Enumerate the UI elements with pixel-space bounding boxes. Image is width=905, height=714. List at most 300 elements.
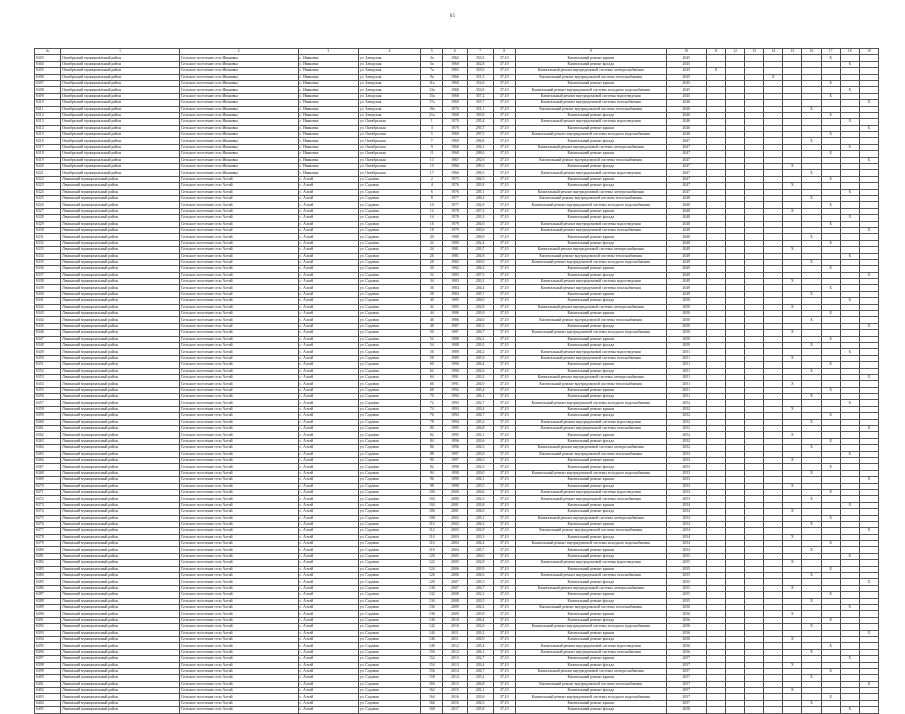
mark-cell: X xyxy=(840,119,859,125)
municipality-cell: Сельское поселение село Ивановка xyxy=(179,170,298,176)
mark-cell: X xyxy=(783,330,802,336)
district-cell: Октябрьский муниципальный район xyxy=(61,119,180,125)
locality-cell: с. Алтай xyxy=(298,489,358,495)
locality-cell: с. Алтай xyxy=(298,624,358,630)
due-year-cell: 2049 xyxy=(666,259,706,265)
street-cell: ул. Садовая xyxy=(358,247,420,253)
street-cell: ул. Садовая xyxy=(358,349,420,355)
district-cell: Ленинский муниципальный район xyxy=(61,374,180,380)
rate-cell: 37,10 xyxy=(493,279,515,285)
mark-cell: X xyxy=(859,681,878,687)
district-cell: Ленинский муниципальный район xyxy=(61,272,180,278)
locality-cell: с. Алтай xyxy=(298,259,358,265)
locality-cell: с. Алтай xyxy=(298,515,358,521)
area-cell: 355,0 xyxy=(467,68,493,74)
district-cell: Ленинский муниципальный район xyxy=(61,445,180,451)
row-number-cell: 6326 xyxy=(35,202,61,208)
district-cell: Ленинский муниципальный район xyxy=(61,470,180,476)
street-cell: ул. Садовая xyxy=(358,272,420,278)
work-type-cell: Капитальный ремонт внутридомовой системы водоотведения xyxy=(515,119,666,125)
rate-cell: 37,10 xyxy=(493,560,515,566)
district-cell: Ленинский муниципальный район xyxy=(61,247,180,253)
rate-cell: 37,10 xyxy=(493,445,515,451)
rate-cell: 37,10 xyxy=(493,553,515,559)
mark-cell: X xyxy=(802,649,821,655)
street-cell: ул. Садовая xyxy=(358,528,420,534)
row-number-cell: 6394 xyxy=(35,636,61,642)
locality-cell: с. Алтай xyxy=(298,573,358,579)
district-cell: Ленинский муниципальный район xyxy=(61,330,180,336)
work-type-cell: Капитальный ремонт крыши xyxy=(515,387,666,393)
year-cell: 1992 xyxy=(443,387,467,393)
municipality-cell: Сельское поселение село Алтай xyxy=(179,560,298,566)
locality-cell: с. Алтай xyxy=(298,374,358,380)
row-number-cell: 6354 xyxy=(35,381,61,387)
year-cell: 2011 xyxy=(443,630,467,636)
district-cell: Октябрьский муниципальный район xyxy=(61,74,180,80)
mark-cell: X xyxy=(802,368,821,374)
year-cell: 1990 xyxy=(443,368,467,374)
locality-cell: с. Алтай xyxy=(298,675,358,681)
locality-cell: с. Алтай xyxy=(298,362,358,368)
area-cell: 206,9 xyxy=(467,234,493,240)
district-cell: Ленинский муниципальный район xyxy=(61,266,180,272)
mark-cell: X xyxy=(706,68,725,74)
mark-cell: X xyxy=(821,221,840,227)
house-number-cell: 3а xyxy=(421,55,443,61)
year-cell: 2003 xyxy=(443,534,467,540)
mark-cell xyxy=(764,707,783,713)
district-cell: Ленинский муниципальный район xyxy=(61,560,180,566)
due-year-cell: 2045 xyxy=(666,87,706,93)
locality-cell: с. Алтай xyxy=(298,496,358,502)
due-year-cell: 2057 xyxy=(666,681,706,687)
rate-cell: 37,10 xyxy=(493,183,515,189)
locality-cell: с. Ивановка xyxy=(298,112,358,118)
due-year-cell: 2052 xyxy=(666,445,706,451)
district-cell: Ленинский муниципальный район xyxy=(61,566,180,572)
locality-cell: с. Алтай xyxy=(298,617,358,623)
street-cell: ул. Садовая xyxy=(358,477,420,483)
house-number-cell: 128 xyxy=(421,579,443,585)
municipality-cell: Сельское поселение село Алтай xyxy=(179,342,298,348)
due-year-cell: 2047 xyxy=(666,183,706,189)
mark-cell: X xyxy=(859,528,878,534)
street-cell: ул. Садовая xyxy=(358,636,420,642)
due-year-cell: 2057 xyxy=(666,656,706,662)
street-cell: ул. Заводская xyxy=(358,87,420,93)
year-cell: 1979 xyxy=(443,221,467,227)
house-number-cell: 16 xyxy=(421,221,443,227)
mark-cell: X xyxy=(859,477,878,483)
house-number-cell: 114 xyxy=(421,534,443,540)
district-cell: Ленинский муниципальный район xyxy=(61,368,180,374)
year-cell: 1994 xyxy=(443,419,467,425)
due-year-cell: 2049 xyxy=(666,291,706,297)
mark-cell: X xyxy=(821,93,840,99)
mark-cell: X xyxy=(783,208,802,214)
house-number-cell: 42 xyxy=(421,304,443,310)
municipality-cell: Сельское поселение село Ивановка xyxy=(179,68,298,74)
row-number-cell: 6330 xyxy=(35,227,61,233)
district-cell: Октябрьский муниципальный район xyxy=(61,164,180,170)
rate-cell: 37,10 xyxy=(493,234,515,240)
locality-cell: с. Алтай xyxy=(298,381,358,387)
locality-cell: с. Ивановка xyxy=(298,119,358,125)
area-cell: 203,0 xyxy=(467,470,493,476)
mark-cell: X xyxy=(802,106,821,112)
mark-cell: X xyxy=(859,100,878,106)
mark-cell: X xyxy=(840,604,859,610)
work-type-cell: Капитальный ремонт крыши xyxy=(515,55,666,61)
rate-cell: 37,10 xyxy=(493,419,515,425)
rate-cell: 37,10 xyxy=(493,68,515,74)
street-cell: ул. Садовая xyxy=(358,451,420,457)
due-year-cell: 2055 xyxy=(666,560,706,566)
year-cell: 1968 xyxy=(443,112,467,118)
register-sheet xyxy=(34,48,879,714)
municipality-cell: Сельское поселение село Алтай xyxy=(179,195,298,201)
mark-cell: X xyxy=(821,132,840,138)
street-cell: ул. Садовая xyxy=(358,707,420,713)
year-cell: 1969 xyxy=(443,132,467,138)
municipality-cell: Сельское поселение село Алтай xyxy=(179,202,298,208)
mark-cell: X xyxy=(802,521,821,527)
district-cell: Ленинский муниципальный район xyxy=(61,547,180,553)
year-cell: 2011 xyxy=(443,636,467,642)
house-number-cell: 40 xyxy=(421,298,443,304)
district-cell: Ленинский муниципальный район xyxy=(61,707,180,713)
house-number-cell: 15а xyxy=(421,93,443,99)
locality-cell: с. Алтай xyxy=(298,604,358,610)
rate-cell: 37,10 xyxy=(493,374,515,380)
house-number-cell: 32 xyxy=(421,272,443,278)
municipality-cell: Сельское поселение село Алтай xyxy=(179,541,298,547)
municipality-cell: Сельское поселение село Алтай xyxy=(179,311,298,317)
rate-cell: 37,10 xyxy=(493,496,515,502)
work-type-cell: Капитальный ремонт внутридомовой системы газоснабжения xyxy=(515,355,666,361)
municipality-cell: Сельское поселение село Ивановка xyxy=(179,93,298,99)
municipality-cell: Сельское поселение село Алтай xyxy=(179,662,298,668)
mark-cell: X xyxy=(821,566,840,572)
municipality-cell: Сельское поселение село Алтай xyxy=(179,464,298,470)
due-year-cell: 2048 xyxy=(666,240,706,246)
year-cell: 1966 xyxy=(443,170,467,176)
area-cell: 202,6 xyxy=(467,624,493,630)
row-number-cell: 6321 xyxy=(35,170,61,176)
house-number-cell: 66 xyxy=(421,381,443,387)
column-header: 2 xyxy=(179,49,298,55)
house-number-cell: 110 xyxy=(421,521,443,527)
work-type-cell: Капитальный ремонт внутридомовой системы теплоснабжения xyxy=(515,74,666,80)
district-cell: Ленинский муниципальный район xyxy=(61,604,180,610)
municipality-cell: Сельское поселение село Алтай xyxy=(179,483,298,489)
area-cell: 357,2 xyxy=(467,93,493,99)
district-cell: Ленинский муниципальный район xyxy=(61,221,180,227)
area-cell: 205,4 xyxy=(467,643,493,649)
locality-cell: с. Алтай xyxy=(298,643,358,649)
house-number-cell: 138 xyxy=(421,611,443,617)
work-type-cell: Капитальный ремонт внутридомовой системы холодного водоснабжения xyxy=(515,624,666,630)
district-cell: Ленинский муниципальный район xyxy=(61,176,180,182)
row-number-cell: 6365 xyxy=(35,451,61,457)
house-number-cell: 102 xyxy=(421,496,443,502)
year-cell: 1968 xyxy=(443,87,467,93)
rate-cell: 37,10 xyxy=(493,189,515,195)
street-cell: ул. Садовая xyxy=(358,330,420,336)
year-cell: 1991 xyxy=(443,374,467,380)
mark-cell xyxy=(821,707,840,713)
year-cell: 1981 xyxy=(443,247,467,253)
row-number-cell: 6368 xyxy=(35,470,61,476)
locality-cell: с. Алтай xyxy=(298,253,358,259)
district-cell: Ленинский муниципальный район xyxy=(61,279,180,285)
street-cell: ул. Садовая xyxy=(358,195,420,201)
work-type-cell: Капитальный ремонт внутридомовой системы водоотведения xyxy=(515,349,666,355)
work-type-cell: Капитальный ремонт внутридомовой системы теплоснабжения xyxy=(515,317,666,323)
work-type-cell: Капитальный ремонт фасада xyxy=(515,598,666,604)
due-year-cell: 2048 xyxy=(666,234,706,240)
district-cell: Октябрьский муниципальный район xyxy=(61,112,180,118)
rate-cell: 37,10 xyxy=(493,74,515,80)
municipality-cell: Сельское поселение село Алтай xyxy=(179,176,298,182)
due-year-cell: 2047 xyxy=(666,138,706,144)
work-type-cell: Капитальный ремонт внутридомовой системы водоотведения xyxy=(515,643,666,649)
work-type-cell: Капитальный ремонт внутридомовой системы теплоснабжения xyxy=(515,106,666,112)
municipality-cell: Сельское поселение село Алтай xyxy=(179,266,298,272)
municipality-cell: Сельское поселение село Алтай xyxy=(179,419,298,425)
due-year-cell: 2045 xyxy=(666,68,706,74)
year-cell: 1975 xyxy=(443,176,467,182)
work-type-cell: Капитальный ремонт внутридомовой системы холодного водоснабжения xyxy=(515,132,666,138)
street-cell: ул. Заводская xyxy=(358,100,420,106)
area-cell: 204,0 xyxy=(467,221,493,227)
work-type-cell: Капитальный ремонт фасада xyxy=(515,323,666,329)
mark-cell: X xyxy=(840,656,859,662)
house-number-cell: 54 xyxy=(421,342,443,348)
work-type-cell: Капитальный ремонт крыши xyxy=(515,291,666,297)
mark-cell: X xyxy=(783,509,802,515)
mark-cell: X xyxy=(840,61,859,67)
municipality-cell: Сельское поселение село Алтай xyxy=(179,604,298,610)
district-cell: Ленинский муниципальный район xyxy=(61,534,180,540)
row-number-cell: 6307 xyxy=(35,80,61,86)
due-year-cell: 2050 xyxy=(666,304,706,310)
house-number-cell: 34 xyxy=(421,279,443,285)
due-year-cell: 2052 xyxy=(666,426,706,432)
rate-cell: 37,10 xyxy=(493,387,515,393)
work-type-cell: Капитальный ремонт фасада xyxy=(515,112,666,118)
locality-cell: с. Ивановка xyxy=(298,144,358,150)
table-row xyxy=(35,707,879,713)
street-cell: ул. Садовая xyxy=(358,617,420,623)
area-cell: 206,1 xyxy=(467,394,493,400)
column-header: 14 xyxy=(764,49,783,55)
row-number-cell: 6324 xyxy=(35,189,61,195)
rate-cell: 37,10 xyxy=(493,707,515,713)
street-cell: ул. Садовая xyxy=(358,688,420,694)
row-number-cell: 6347 xyxy=(35,336,61,342)
due-year-cell: 2051 xyxy=(666,374,706,380)
rate-cell: 37,10 xyxy=(493,566,515,572)
rate-cell: 37,10 xyxy=(493,611,515,617)
rate-cell: 37,10 xyxy=(493,688,515,694)
work-type-cell: Капитальный ремонт крыши xyxy=(515,656,666,662)
district-cell: Ленинский муниципальный район xyxy=(61,413,180,419)
locality-cell: с. Алтай xyxy=(298,502,358,508)
row-number-cell: 6349 xyxy=(35,349,61,355)
street-cell: ул. Садовая xyxy=(358,317,420,323)
row-number-cell: 6339 xyxy=(35,285,61,291)
mark-cell: X xyxy=(840,189,859,195)
municipality-cell: Сельское поселение село Ивановка xyxy=(179,157,298,163)
district-cell: Ленинский муниципальный район xyxy=(61,681,180,687)
street-cell: ул. Садовая xyxy=(358,374,420,380)
rate-cell: 37,10 xyxy=(493,80,515,86)
municipality-cell: Сельское поселение село Алтай xyxy=(179,234,298,240)
area-cell: 206,1 xyxy=(467,649,493,655)
due-year-cell: 2053 xyxy=(666,464,706,470)
due-year-cell: 2053 xyxy=(666,458,706,464)
house-number-cell: 84 xyxy=(421,438,443,444)
street-cell: ул. Садовая xyxy=(358,464,420,470)
due-year-cell: 2051 xyxy=(666,394,706,400)
locality-cell: с. Алтай xyxy=(298,355,358,361)
area-cell: 205,7 xyxy=(467,291,493,297)
rate-cell: 37,10 xyxy=(493,208,515,214)
work-type-cell: Капитальный ремонт фасада xyxy=(515,438,666,444)
municipality-cell: Сельское поселение село Алтай xyxy=(179,700,298,706)
row-number-cell: 6332 xyxy=(35,240,61,246)
column-header: 10 xyxy=(666,49,706,55)
area-cell: 203,6 xyxy=(467,694,493,700)
due-year-cell: 2048 xyxy=(666,227,706,233)
rate-cell: 37,10 xyxy=(493,317,515,323)
row-number-cell: 6338 xyxy=(35,279,61,285)
due-year-cell: 2055 xyxy=(666,598,706,604)
work-type-cell: Капитальный ремонт крыши xyxy=(515,458,666,464)
row-number-cell: 6343 xyxy=(35,311,61,317)
area-cell: 203,8 xyxy=(467,502,493,508)
row-number-cell: 6385 xyxy=(35,579,61,585)
mark-cell: X xyxy=(821,592,840,598)
work-type-cell: Капитальный ремонт крыши xyxy=(515,176,666,182)
work-type-cell: Капитальный ремонт фасада xyxy=(515,636,666,642)
municipality-cell: Сельское поселение село Алтай xyxy=(179,675,298,681)
street-cell: ул. Садовая xyxy=(358,662,420,668)
rate-cell: 37,10 xyxy=(493,323,515,329)
district-cell: Ленинский муниципальный район xyxy=(61,438,180,444)
mark-cell: X xyxy=(840,400,859,406)
work-type-cell: Капитальный ремонт внутридомовой системы теплоснабжения xyxy=(515,681,666,687)
street-cell: ул. Октябрьская xyxy=(358,125,420,131)
street-cell: ул. Садовая xyxy=(358,541,420,547)
work-type-cell: Капитальный ремонт внутридомовой системы теплоснабжения xyxy=(515,528,666,534)
due-year-cell: 2046 xyxy=(666,106,706,112)
locality-cell: с. Алтай xyxy=(298,694,358,700)
year-cell: 2007 xyxy=(443,585,467,591)
district-cell: Ленинский муниципальный район xyxy=(61,553,180,559)
mark-cell: X xyxy=(783,381,802,387)
due-year-cell: 2054 xyxy=(666,541,706,547)
area-cell: 205,6 xyxy=(467,227,493,233)
year-cell: 2005 xyxy=(443,553,467,559)
row-number-cell: 6389 xyxy=(35,604,61,610)
rate-cell: 37,10 xyxy=(493,247,515,253)
row-number-cell: 6405 xyxy=(35,707,61,713)
rate-cell: 37,10 xyxy=(493,106,515,112)
district-cell: Ленинский муниципальный район xyxy=(61,579,180,585)
mark-cell xyxy=(859,707,878,713)
district-cell: Ленинский муниципальный район xyxy=(61,496,180,502)
district-cell: Ленинский муниципальный район xyxy=(61,662,180,668)
due-year-cell: 2055 xyxy=(666,573,706,579)
municipality-cell: Сельское поселение село Алтай xyxy=(179,668,298,674)
year-cell: 1999 xyxy=(443,483,467,489)
mark-cell: X xyxy=(783,585,802,591)
street-cell: ул. Садовая xyxy=(358,534,420,540)
work-type-cell: Капитальный ремонт крыши xyxy=(515,566,666,572)
house-number-cell: 152 xyxy=(421,656,443,662)
year-cell: 2009 xyxy=(443,611,467,617)
municipality-cell: Сельское поселение село Алтай xyxy=(179,547,298,553)
year-cell: 2012 xyxy=(443,649,467,655)
row-number-cell: 6346 xyxy=(35,330,61,336)
district-cell: Ленинский муниципальный район xyxy=(61,349,180,355)
house-number-cell: 120 xyxy=(421,553,443,559)
row-number-cell: 6327 xyxy=(35,208,61,214)
district-cell: Ленинский муниципальный район xyxy=(61,521,180,527)
work-type-cell: Капитальный ремонт крыши xyxy=(515,432,666,438)
house-number-cell: 6 xyxy=(421,189,443,195)
due-year-cell: 2057 xyxy=(666,688,706,694)
locality-cell: с. Алтай xyxy=(298,707,358,713)
rate-cell: 37,10 xyxy=(493,547,515,553)
mark-cell: X xyxy=(783,406,802,412)
district-cell: Ленинский муниципальный район xyxy=(61,195,180,201)
mark-cell: X xyxy=(802,291,821,297)
mark-cell: X xyxy=(821,311,840,317)
house-number-cell: 11а xyxy=(421,80,443,86)
work-type-cell: Капитальный ремонт внутридомовой системы электроснабжения xyxy=(515,304,666,310)
due-year-cell: 2047 xyxy=(666,170,706,176)
year-cell: 1968 xyxy=(443,144,467,150)
year-cell: 1978 xyxy=(443,208,467,214)
year-cell: 2008 xyxy=(443,592,467,598)
street-cell: ул. Садовая xyxy=(358,547,420,553)
area-cell: 204,6 xyxy=(467,573,493,579)
area-cell: 204,3 xyxy=(467,445,493,451)
street-cell: ул. Садовая xyxy=(358,234,420,240)
year-cell: 1968 xyxy=(443,151,467,157)
year-cell: 2002 xyxy=(443,521,467,527)
locality-cell: с. Алтай xyxy=(298,553,358,559)
mark-cell: X xyxy=(802,394,821,400)
street-cell: ул. Садовая xyxy=(358,208,420,214)
work-type-cell: Капитальный ремонт фасада xyxy=(515,413,666,419)
mark-cell: X xyxy=(840,215,859,221)
mark-cell: X xyxy=(783,611,802,617)
locality-cell: с. Ивановка xyxy=(298,138,358,144)
table-body xyxy=(35,55,879,713)
house-number-cell: 118 xyxy=(421,547,443,553)
year-cell: 1996 xyxy=(443,445,467,451)
due-year-cell: 2052 xyxy=(666,432,706,438)
rate-cell: 37,10 xyxy=(493,259,515,265)
locality-cell: с. Алтай xyxy=(298,387,358,393)
rate-cell: 37,10 xyxy=(493,221,515,227)
area-cell: 295,4 xyxy=(467,119,493,125)
